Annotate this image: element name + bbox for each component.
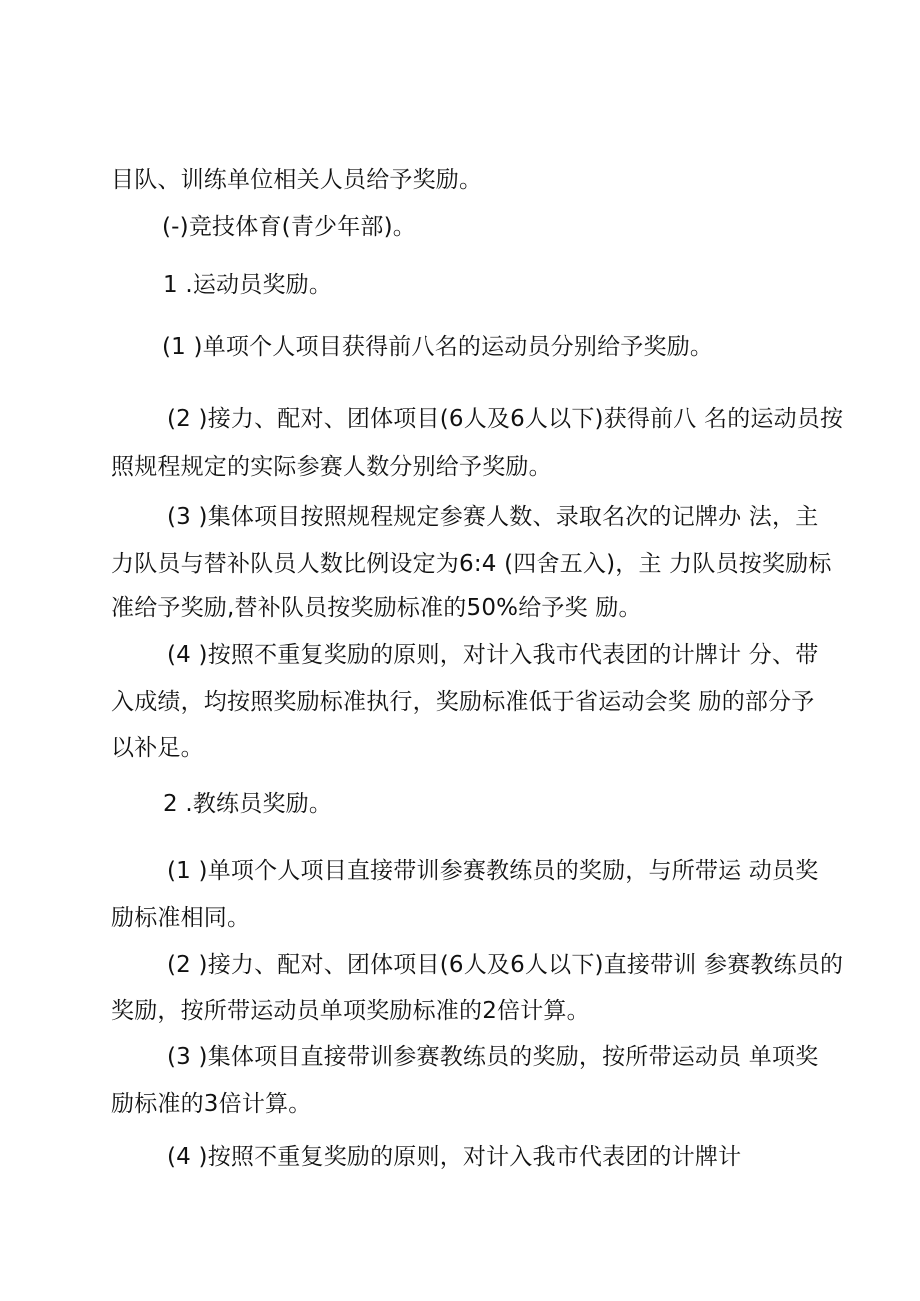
- subsection-heading: 1 .运动员奖励。: [163, 272, 333, 298]
- text-line: 力队员与替补队员人数比例设定为6:4 (四舍五入)，主 力队员按奖励标: [111, 551, 832, 577]
- text-line: 入成绩，均按照奖励标准执行，奖励标准低于省运动会奖 励的部分予: [111, 689, 815, 715]
- text-line: (4 )按照不重复奖励的原则，对计入我市代表团的计牌计: [167, 1144, 742, 1170]
- subsection-heading: 2 .教练员奖励。: [163, 791, 333, 817]
- text-line: (3 )集体项目直接带训参赛教练员的奖励，按所带运动员 单项奖: [167, 1044, 819, 1070]
- section-heading: (-)竞技体育(青少年部)。: [162, 214, 416, 240]
- text-line: 照规程规定的实际参赛人数分别给予奖励。: [111, 454, 552, 480]
- text-line: (1 )单项个人项目获得前八名的运动员分别给予奖励。: [162, 334, 714, 360]
- text-line: (3 )集体项目按照规程规定参赛人数、录取名次的记牌办 法，主: [167, 504, 819, 530]
- text-line: 以补足。: [111, 735, 204, 761]
- text-line: (2 )接力、配对、团体项目(6人及6人以下)获得前八 名的运动员按: [167, 406, 844, 432]
- text-line: (4 )按照不重复奖励的原则，对计入我市代表团的计牌计 分、带: [167, 642, 819, 668]
- text-line: 目队、训练单位相关人员给予奖励。: [111, 167, 483, 193]
- text-line: 励标准相同。: [111, 905, 251, 931]
- text-line: (2 )接力、配对、团体项目(6人及6人以下)直接带训 参赛教练员的: [167, 952, 844, 978]
- text-line: 励标准的3倍计算。: [111, 1091, 312, 1117]
- text-line: 准给予奖励,替补队员按奖励标准的50%给予奖 励。: [111, 595, 642, 621]
- text-line: 奖励，按所带运动员单项奖励标准的2倍计算。: [111, 998, 590, 1024]
- text-line: (1 )单项个人项目直接带训参赛教练员的奖励，与所带运 动员奖: [167, 858, 819, 884]
